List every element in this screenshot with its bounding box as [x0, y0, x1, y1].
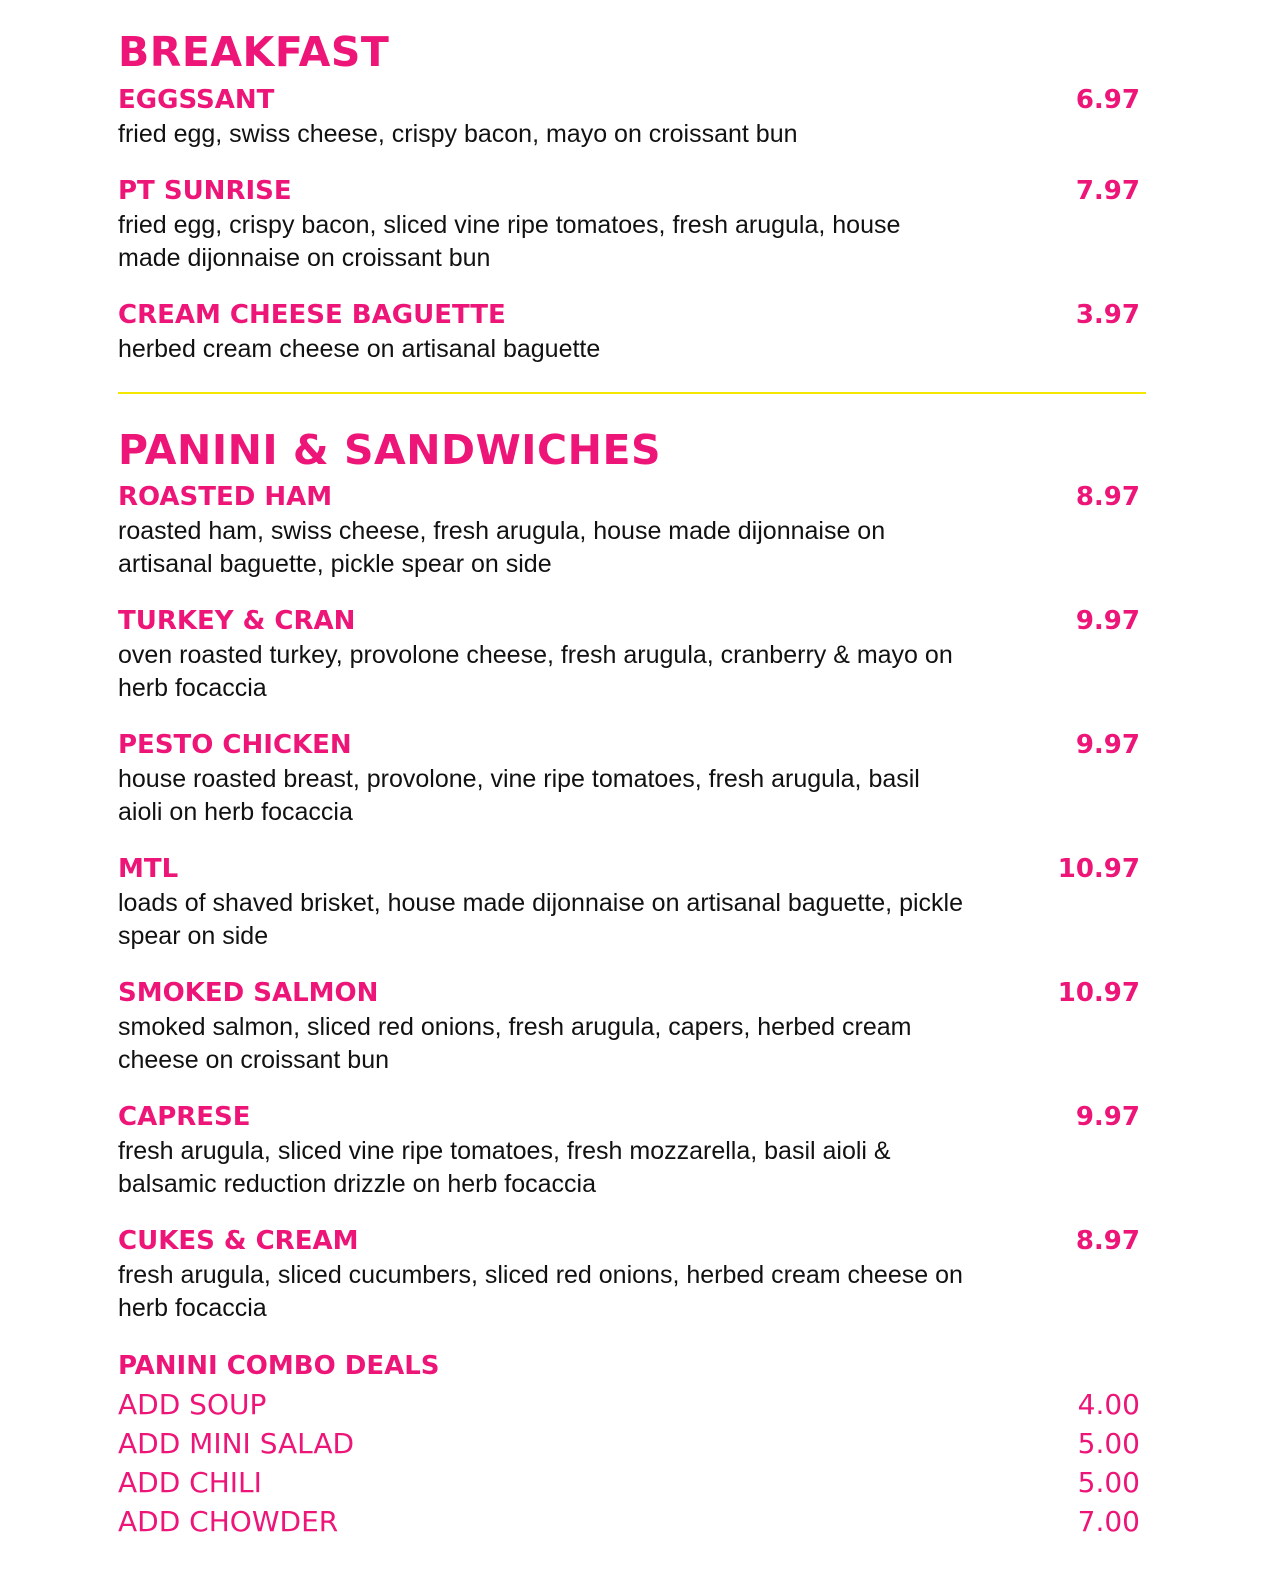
- menu-item: [118, 853, 1140, 953]
- item-price: 7.97: [1075, 176, 1140, 206]
- addon-price: 4.00: [1077, 1388, 1140, 1421]
- addon-price: 5.00: [1077, 1466, 1140, 1499]
- item-price: 10.97: [1057, 854, 1140, 884]
- item-description: oven roasted turkey, provolone cheese, fresh arugula, cranberry & mayo on herb focaccia: [118, 641, 953, 702]
- section-title-panini: PANINI & SANDWICHES: [118, 426, 661, 474]
- item-description: fried egg, crispy bacon, sliced vine ripe tomatoes, fresh arugula, house made dijonnaise on croissant bun: [118, 211, 901, 272]
- menu-item: [118, 729, 1140, 829]
- item-name: PT SUNRISE: [118, 176, 292, 206]
- combo-deals-title: PANINI COMBO DEALS: [118, 1351, 440, 1381]
- item-price: 8.97: [1075, 482, 1140, 512]
- addon-row: [118, 1387, 1140, 1423]
- addon-row: [118, 1426, 1140, 1462]
- section-title-breakfast: BREAKFAST: [118, 28, 390, 76]
- item-description: fried egg, swiss cheese, crispy bacon, mayo on croissant bun: [118, 120, 798, 148]
- menu-item: [118, 299, 1140, 366]
- item-price: 8.97: [1075, 1226, 1140, 1256]
- menu-item: [118, 1225, 1140, 1325]
- item-price: 6.97: [1075, 85, 1140, 115]
- item-name: TURKEY & CRAN: [118, 606, 356, 636]
- item-description: loads of shaved brisket, house made dijonnaise on artisanal baguette, pickle spear on side: [118, 889, 963, 950]
- addon-price: 7.00: [1077, 1505, 1140, 1538]
- item-name: CAPRESE: [118, 1102, 251, 1132]
- item-name: ROASTED HAM: [118, 482, 333, 512]
- item-description: house roasted breast, provolone, vine ripe tomatoes, fresh arugula, basil aioli on herb focaccia: [118, 765, 920, 826]
- item-price: 10.97: [1057, 978, 1140, 1008]
- item-name: MTL: [118, 854, 179, 884]
- item-price: 9.97: [1075, 1102, 1140, 1132]
- item-description: smoked salmon, sliced red onions, fresh arugula, capers, herbed cream cheese on croissant bun: [118, 1013, 912, 1074]
- menu-item: [118, 175, 1140, 275]
- menu-item: [118, 1101, 1140, 1201]
- addon-row: [118, 1465, 1140, 1501]
- addon-row: [118, 1504, 1140, 1540]
- menu-item: [118, 84, 1140, 151]
- addon-name: ADD SOUP: [118, 1388, 267, 1421]
- menu-item: [118, 977, 1140, 1077]
- section-divider: [118, 392, 1146, 394]
- item-name: CUKES & CREAM: [118, 1226, 359, 1256]
- addon-price: 5.00: [1077, 1427, 1140, 1460]
- item-description: fresh arugula, sliced cucumbers, sliced red onions, herbed cream cheese on herb focaccia: [118, 1261, 963, 1322]
- item-name: EGGSSANT: [118, 85, 275, 115]
- item-price: 9.97: [1075, 730, 1140, 760]
- item-name: SMOKED SALMON: [118, 978, 379, 1008]
- item-name: PESTO CHICKEN: [118, 730, 352, 760]
- item-description: roasted ham, swiss cheese, fresh arugula, house made dijonnaise on artisanal baguette, pickle spear on side: [118, 517, 886, 578]
- item-name: CREAM CHEESE BAGUETTE: [118, 300, 506, 330]
- item-description: herbed cream cheese on artisanal baguette: [118, 335, 601, 363]
- addon-name: ADD CHOWDER: [118, 1505, 339, 1538]
- addon-name: ADD CHILI: [118, 1466, 262, 1499]
- menu-item: [118, 605, 1140, 705]
- item-price: 3.97: [1075, 300, 1140, 330]
- addon-name: ADD MINI SALAD: [118, 1427, 355, 1460]
- menu-item: [118, 481, 1140, 581]
- item-price: 9.97: [1075, 606, 1140, 636]
- item-description: fresh arugula, sliced vine ripe tomatoes, fresh mozzarella, basil aioli & balsamic reduction drizzle on herb focaccia: [118, 1137, 891, 1198]
